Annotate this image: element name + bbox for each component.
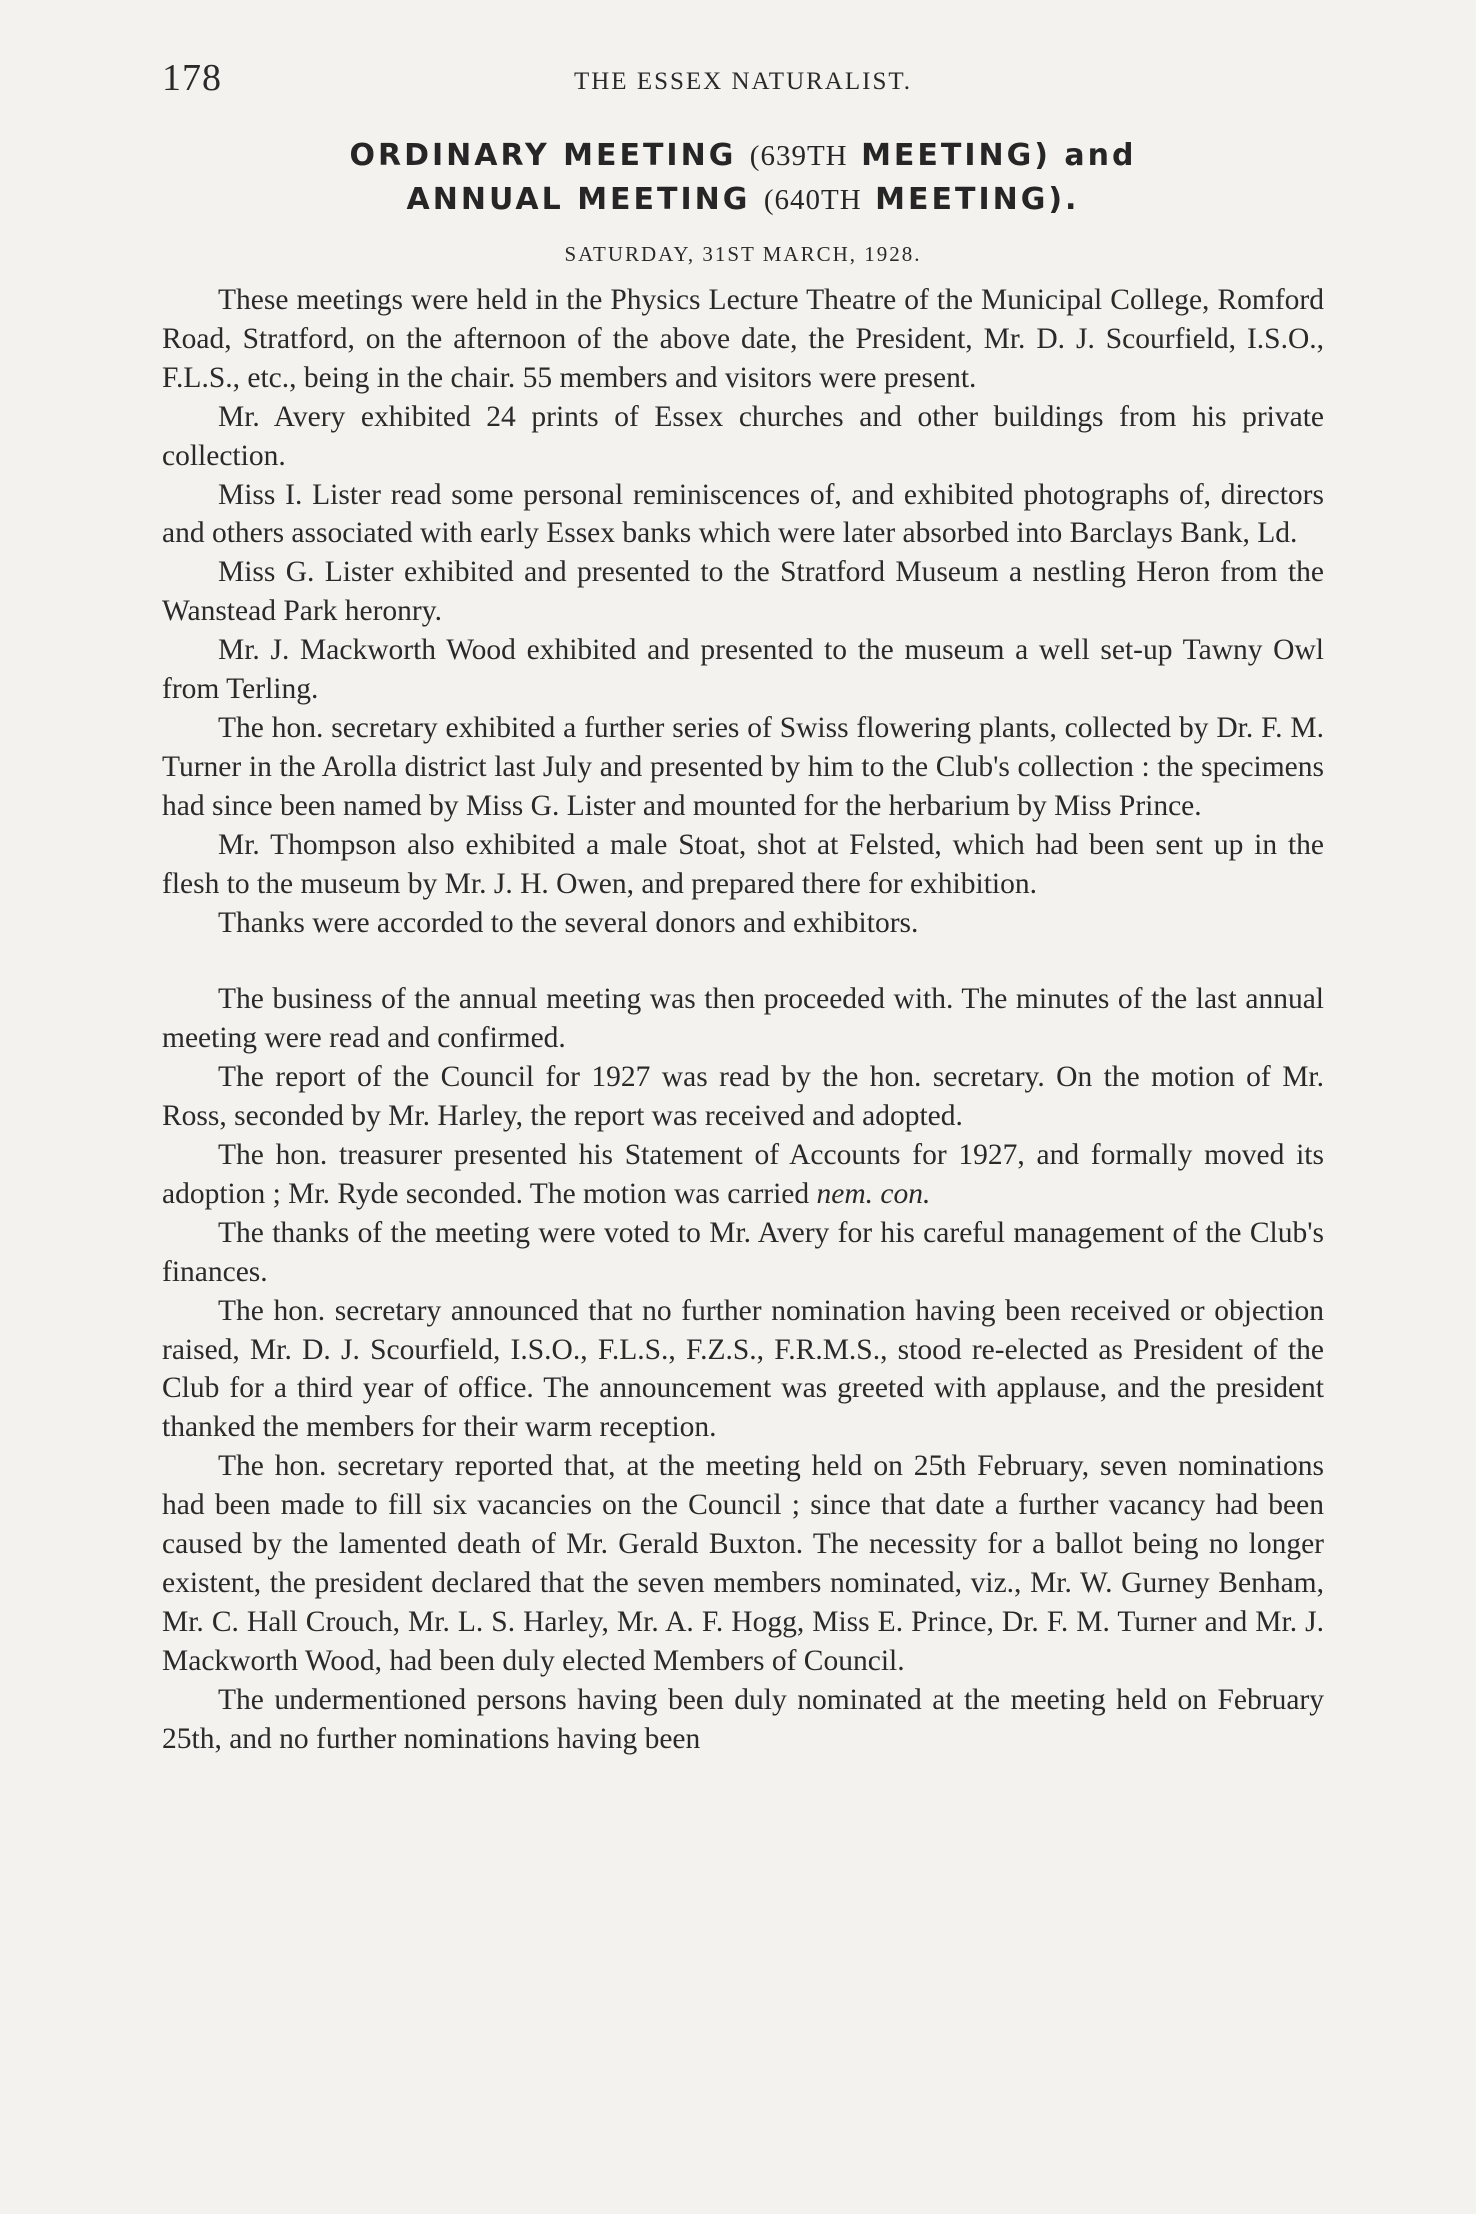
paragraph: The hon. secretary reported that, at the meeting held on 25th February, seven nominations had been made to fill six vacancies on the Council ; since that date a further vacancy had been caused by the lamented death of Mr. Gerald Buxton. The necessity for a ballot being no longer existent, the president declared that the seven members nominated, viz., Mr. W. Gurney Benham, Mr. C. Hall Crouch, Mr. L. S. Harley, Mr. A. F. Hogg, Miss E. Prince, Dr. F. M. Turner and Mr. J. Mackworth Wood, had been duly elected Members of Council. bbox=[162, 1450, 1324, 1677]
page-number: 178 bbox=[162, 57, 222, 99]
paragraph: The hon. secretary announced that no further nomination having been received or objection raised, Mr. D. J. Scourfield, I.S.O., F.L.S., F.Z.S., F.R.M.S., stood re-elected as President of the Club for a third year of office. The announcement was greeted with applause, and the president thanked the members for their warm reception. bbox=[162, 1294, 1324, 1444]
heading-meeting-number-640: (640TH bbox=[763, 184, 862, 216]
paragraph: The thanks of the meeting were voted to Mr. Avery for his careful management of the Club's finances. bbox=[162, 1216, 1324, 1288]
paragraph-accounts bbox=[162, 1136, 1324, 1214]
paragraph: Mr. J. Mackworth Wood exhibited and presented to the museum a well set-up Tawny Owl from Terling. bbox=[162, 634, 1324, 706]
meeting-heading-line-1 bbox=[162, 134, 1324, 178]
paragraph: Miss I. Lister read some personal reminiscences of, and exhibited photographs of, directors and others associated with early Essex banks which were later absorbed into Barclays Bank, Ld. bbox=[162, 478, 1324, 550]
paragraph-accounts-text: The hon. treasurer presented his Statement of Accounts for 1927, and formally moved its adoption ; Mr. Ryde seconded. The motion was carried bbox=[162, 1139, 1324, 1210]
paragraph: Miss G. Lister exhibited and presented to the Stratford Museum a nestling Heron from the Wanstead Park heronry. bbox=[162, 556, 1324, 628]
nem-con-italic: nem. con. bbox=[816, 1177, 931, 1210]
heading-annual-meeting: ANNUAL MEETING bbox=[406, 182, 751, 217]
meeting-heading-line-2 bbox=[162, 178, 1324, 222]
body-text bbox=[162, 281, 1324, 1759]
meeting-heading bbox=[162, 134, 1324, 222]
paragraph: The business of the annual meeting was then proceeded with. The minutes of the last annual meeting were read and confirmed. bbox=[162, 983, 1324, 1055]
meeting-date: SATURDAY, 31ST MARCH, 1928. bbox=[564, 242, 922, 266]
paragraph: The report of the Council for 1927 was read by the hon. secretary. On the motion of Mr. Ross, seconded by Mr. Harley, the report was received and adopted. bbox=[162, 1061, 1324, 1133]
heading-meeting-and: MEETING) and bbox=[861, 138, 1137, 173]
paragraph: These meetings were held in the Physics Lecture Theatre of the Municipal College, Romford Road, Stratford, on the afternoon of the above date, the President, Mr. D. J. Scourfield, I.S.O., F.L.S., etc., being in the chair. 55 members and visitors were present. bbox=[162, 284, 1324, 394]
journal-title: THE ESSEX NATURALIST. bbox=[573, 68, 913, 95]
running-header bbox=[162, 57, 1324, 102]
paragraph: Mr. Thompson also exhibited a male Stoat, shot at Felsted, which had been sent up in the flesh to the museum by Mr. J. H. Owen, and prepared there for exhibition. bbox=[162, 828, 1324, 900]
heading-meeting-close: MEETING). bbox=[875, 182, 1080, 217]
heading-meeting-number-639: (639TH bbox=[749, 140, 848, 172]
paragraph: Mr. Avery exhibited 24 prints of Essex churches and other buildings from his private collection. bbox=[162, 400, 1324, 472]
paragraph: The hon. secretary exhibited a further series of Swiss flowering plants, collected by Dr. F. M. Turner in the Arolla district last July and presented by him to the Club's collection : the specimens had since been named by Miss G. Lister and mounted for the herbarium by Miss Prince. bbox=[162, 711, 1324, 822]
heading-ordinary-meeting: ORDINARY MEETING bbox=[349, 138, 737, 173]
paragraph: Thanks were accorded to the several donors and exhibitors. bbox=[218, 906, 919, 939]
paragraph: The undermentioned persons having been duly nominated at the meeting held on February 25th, and no further nominations having been bbox=[162, 1683, 1324, 1755]
